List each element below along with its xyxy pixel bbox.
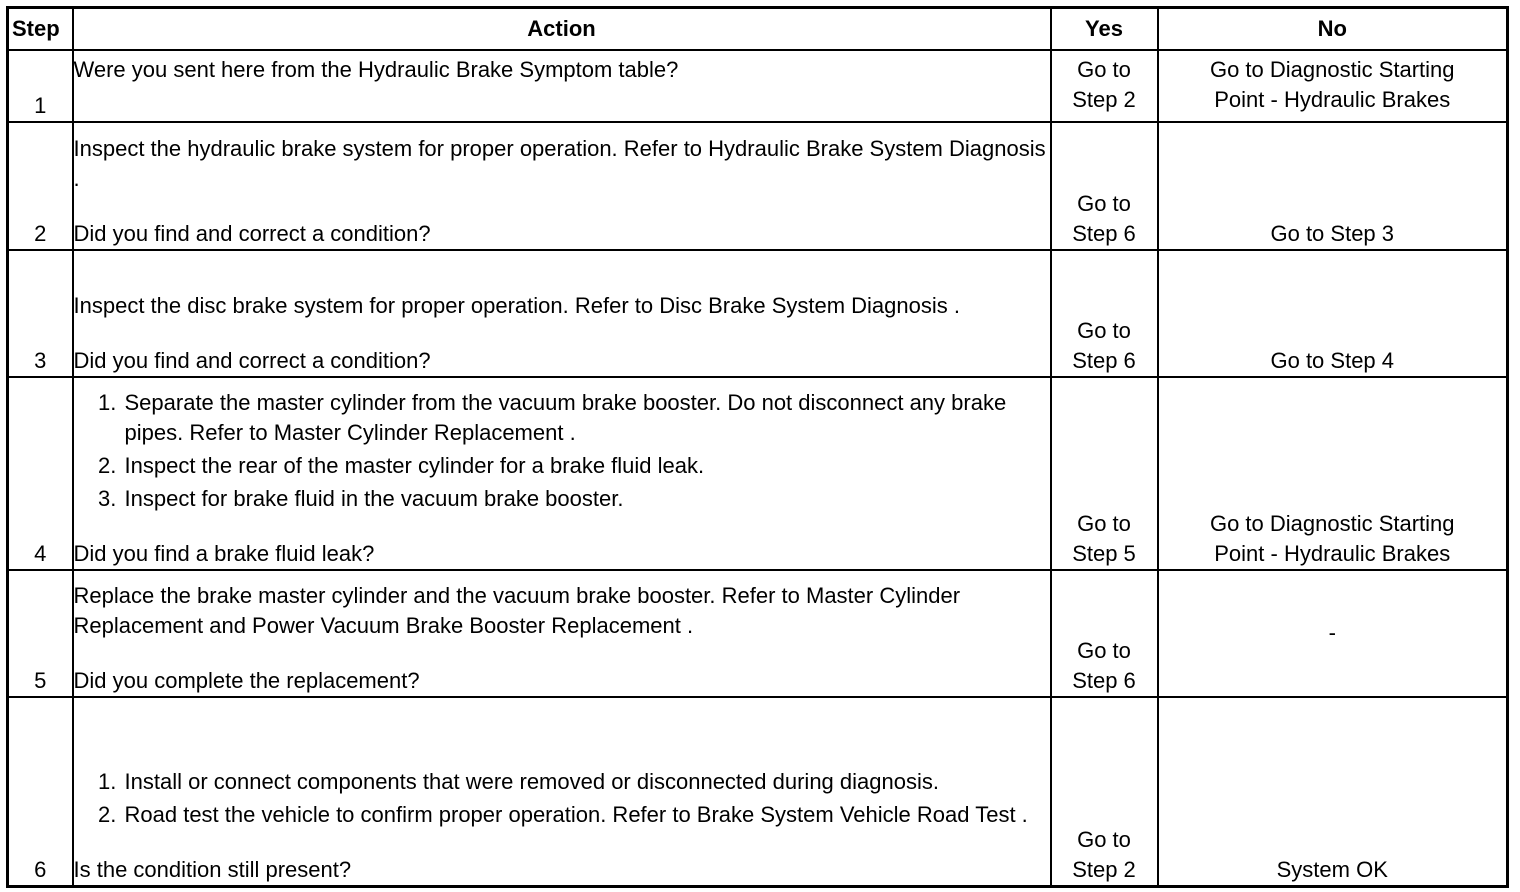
no-line: Go to Diagnostic Starting	[1209, 56, 1455, 82]
yes-line: Go to	[1077, 827, 1131, 852]
header-no: No	[1158, 8, 1508, 50]
no-line: Point - Hydraulic Brakes	[1214, 86, 1451, 112]
table-row	[8, 377, 1508, 570]
instruction-list	[74, 388, 1050, 514]
yes-line: Go to	[1077, 637, 1131, 663]
yes-cell	[1051, 570, 1158, 697]
step-number: 3	[8, 250, 73, 377]
no-cell	[1158, 570, 1508, 697]
action-text: Replace the brake master cylinder and the vacuum brake booster. Refer to Master Cylinder Replacement and Power Vacuum Brake Booster Replacement .	[73, 582, 961, 638]
action-cell	[73, 50, 1051, 122]
instruction-item: 2. Inspect the rear of the master cylinder for a brake fluid leak.	[123, 451, 1050, 481]
yes-line: Go to	[1077, 317, 1131, 343]
instruction-item: 3. Inspect for brake fluid in the vacuum brake booster.	[123, 484, 1050, 514]
header-action: Action	[73, 8, 1051, 50]
action-cell	[73, 122, 1051, 250]
step-number: 1	[8, 50, 73, 122]
no-cell	[1158, 697, 1508, 887]
table-row	[8, 250, 1508, 377]
step-number: 5	[8, 570, 73, 697]
yes-cell	[1051, 122, 1158, 250]
no-line: -	[1328, 620, 1336, 645]
action-text: Were you sent here from the Hydraulic Brake Symptom table?	[73, 56, 679, 82]
action-question: Did you find a brake fluid leak?	[73, 540, 375, 566]
table-row	[8, 697, 1508, 887]
header-step: Step	[8, 8, 73, 50]
table-row	[8, 50, 1508, 122]
action-cell	[73, 377, 1051, 570]
yes-cell	[1051, 697, 1158, 887]
yes-line: Step 6	[1072, 347, 1136, 373]
no-cell	[1158, 250, 1508, 377]
instruction-item: 1. Separate the master cylinder from the vacuum brake booster. Do not disconnect any brake pipes. Refer to Master Cylinder Replacement .	[123, 388, 1050, 448]
no-line: System OK	[1276, 857, 1388, 882]
action-text: Inspect the hydraulic brake system for proper operation. Refer to Hydraulic Brake System Diagnosis .	[73, 135, 1046, 191]
diagnostic-table	[6, 6, 1509, 888]
no-line: Go to Step 4	[1270, 347, 1395, 373]
table-row	[8, 570, 1508, 697]
yes-cell	[1051, 377, 1158, 570]
yes-line: Step 2	[1072, 86, 1136, 112]
step-number: 4	[8, 377, 73, 570]
yes-line: Step 6	[1072, 667, 1136, 693]
yes-line: Step 2	[1072, 857, 1136, 882]
no-cell	[1158, 50, 1508, 122]
action-text: Inspect the disc brake system for proper operation. Refer to Disc Brake System Diagnosis .	[73, 292, 960, 318]
yes-line: Go to	[1077, 190, 1131, 216]
no-cell	[1158, 377, 1508, 570]
no-line: Point - Hydraulic Brakes	[1214, 540, 1451, 566]
yes-cell	[1051, 50, 1158, 122]
yes-line: Step 5	[1072, 540, 1136, 566]
instruction-list	[74, 767, 1050, 830]
action-cell	[73, 697, 1051, 887]
table-header-row	[8, 8, 1508, 50]
diagnostic-table-page	[6, 6, 1506, 886]
action-question: Did you find and correct a condition?	[73, 347, 431, 373]
header-yes: Yes	[1051, 8, 1158, 50]
action-question: Is the condition still present?	[73, 857, 352, 882]
table-row	[8, 122, 1508, 250]
instruction-item: 2. Road test the vehicle to confirm proper operation. Refer to Brake System Vehicle Road Test .	[123, 800, 1050, 830]
step-number: 6	[8, 697, 73, 887]
action-cell	[73, 570, 1051, 697]
action-question: Did you complete the replacement?	[73, 667, 420, 693]
yes-cell	[1051, 250, 1158, 377]
action-cell	[73, 250, 1051, 377]
no-cell	[1158, 122, 1508, 250]
instruction-item: 1. Install or connect components that were removed or disconnected during diagnosis.	[123, 767, 1050, 797]
no-line: Go to Diagnostic Starting	[1209, 510, 1455, 536]
action-question: Did you find and correct a condition?	[73, 220, 431, 246]
yes-line: Step 6	[1072, 220, 1136, 246]
step-number: 2	[8, 122, 73, 250]
yes-line: Go to	[1077, 56, 1131, 82]
no-line: Go to Step 3	[1270, 220, 1395, 246]
yes-line: Go to	[1077, 510, 1131, 536]
